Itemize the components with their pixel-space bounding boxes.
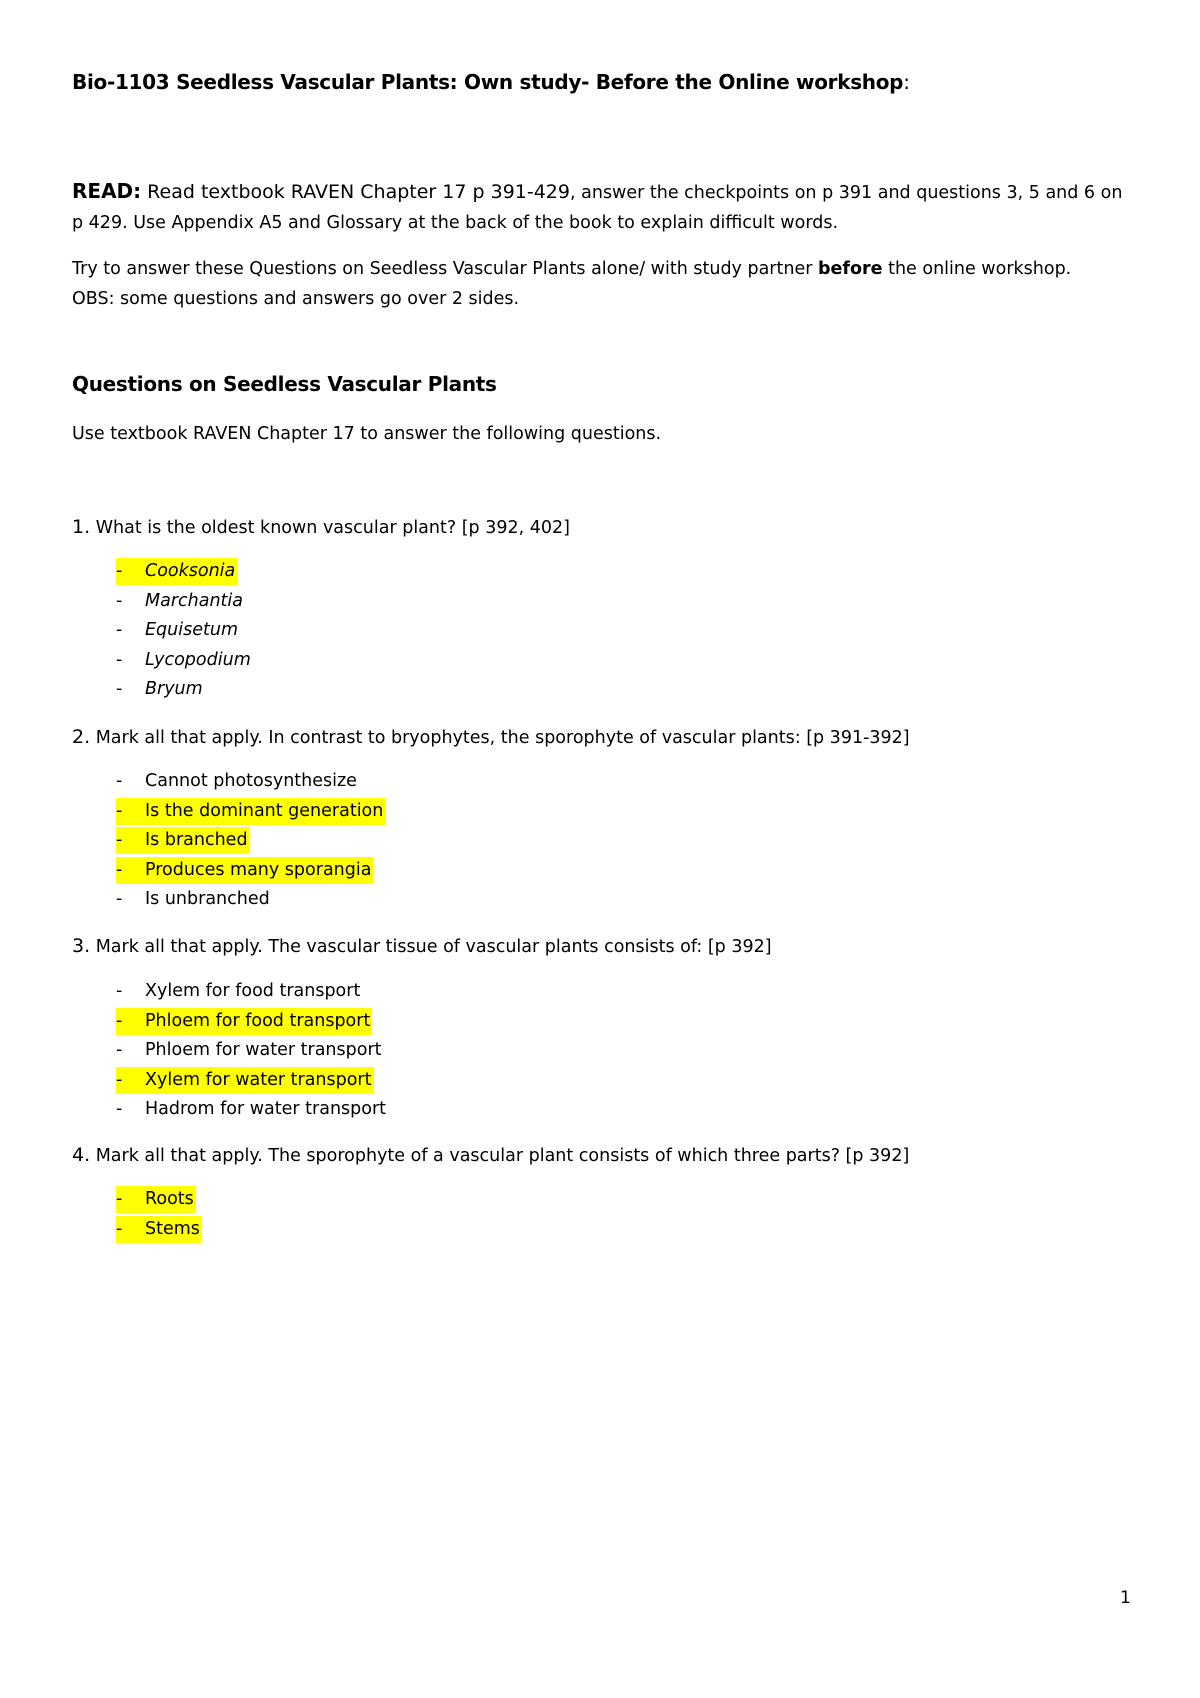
answer-option xyxy=(116,1186,202,1216)
dash-bullet: - xyxy=(116,771,123,791)
option-text: Phloem for water transport xyxy=(145,1040,382,1060)
page-number: 1 xyxy=(1120,1588,1131,1608)
option-text: Lycopodium xyxy=(145,649,251,670)
question-number: 1. xyxy=(72,516,91,538)
document-title xyxy=(72,70,910,94)
dash-bullet: - xyxy=(116,800,123,821)
option-text: Produces many sporangia xyxy=(145,859,372,880)
question-number: 4. xyxy=(72,1144,91,1166)
option-text: Xylem for food transport xyxy=(145,981,361,1001)
read-instructions xyxy=(72,176,1132,238)
answer-option xyxy=(116,1008,388,1038)
answer-option xyxy=(116,768,385,798)
try-instructions-part1: Try to answer these Questions on Seedless Vascular Plants alone/ with study partner xyxy=(72,259,818,279)
answer-option xyxy=(116,1037,388,1067)
question-1-options xyxy=(116,558,253,706)
dash-bullet: - xyxy=(116,859,123,880)
question-3-options xyxy=(116,978,388,1126)
answer-option xyxy=(116,647,253,677)
question-2-options xyxy=(116,768,385,916)
dash-bullet: - xyxy=(116,649,123,670)
dash-bullet: - xyxy=(116,561,123,581)
dash-bullet: - xyxy=(116,1189,123,1209)
question-text: Mark all that apply. The vascular tissue of vascular plants consists of: [p 392] xyxy=(90,937,772,957)
question-number: 3. xyxy=(72,935,91,957)
try-instructions-part2: the online workshop. xyxy=(882,259,1072,279)
answer-option xyxy=(116,1096,388,1126)
dash-bullet: - xyxy=(116,1218,123,1239)
dash-bullet: - xyxy=(116,830,123,850)
answer-option xyxy=(116,617,253,647)
option-text: Is unbranched xyxy=(145,889,270,909)
answer-option xyxy=(116,558,253,588)
option-text: Cooksonia xyxy=(145,561,236,581)
option-text: Equisetum xyxy=(145,620,239,640)
read-instructions-part1: Read textbook RAVEN Chapter 17 p 391-429 xyxy=(141,181,570,203)
option-text: Xylem for water transport xyxy=(145,1069,372,1090)
dash-bullet: - xyxy=(116,1069,123,1090)
answer-option xyxy=(116,676,253,706)
answer-option xyxy=(116,886,385,916)
answer-option xyxy=(116,798,385,828)
option-text: Phloem for food transport xyxy=(145,1010,371,1031)
option-text: Marchantia xyxy=(145,590,243,611)
dash-bullet: - xyxy=(116,1099,123,1119)
option-text: Stems xyxy=(145,1218,200,1239)
answer-option xyxy=(116,1216,202,1246)
question-4-options xyxy=(116,1186,202,1245)
question-text: Mark all that apply. The sporophyte of a vascular plant consists of which three parts? [p 392] xyxy=(90,1146,910,1166)
option-text: Bryum xyxy=(145,679,203,699)
option-text: Is branched xyxy=(145,830,248,850)
section-intro: Use textbook RAVEN Chapter 17 to answer the following questions. xyxy=(72,424,662,444)
document-title-text: Bio-1103 Seedless Vascular Plants: Own study- Before the Online workshop xyxy=(72,70,904,94)
try-instructions-bold: before xyxy=(817,259,883,279)
question-3 xyxy=(72,935,772,957)
option-text: Is the dominant generation xyxy=(145,800,384,821)
document-title-colon: : xyxy=(903,70,910,94)
answer-option xyxy=(116,857,385,887)
dash-bullet: - xyxy=(116,889,123,909)
dash-bullet: - xyxy=(116,1010,123,1031)
question-2 xyxy=(72,726,910,748)
dash-bullet: - xyxy=(116,679,123,699)
question-number: 2. xyxy=(72,726,91,748)
try-instructions xyxy=(72,254,1132,314)
dash-bullet: - xyxy=(116,981,123,1001)
question-4 xyxy=(72,1144,909,1166)
try-instructions-obs: OBS: some questions and answers go over 2 sides. xyxy=(72,289,520,309)
read-label: READ: xyxy=(72,179,142,203)
dash-bullet: - xyxy=(116,590,123,611)
option-text: Cannot photosynthesize xyxy=(145,771,357,791)
section-heading: Questions on Seedless Vascular Plants xyxy=(72,372,497,396)
question-text: What is the oldest known vascular plant? [p 392, 402] xyxy=(90,518,570,538)
answer-option xyxy=(116,1067,388,1097)
question-text: Mark all that apply. In contrast to bryophytes, the sporophyte of vascular plants: [p 391-392] xyxy=(90,728,910,748)
answer-option xyxy=(116,978,388,1008)
read-instructions-part2: , answer the checkpoints on p 391 and questions 3, 5 and 6 on p 429. Use Appendix A5 and Glossary at the back of the book to explain difficult words. xyxy=(72,183,1123,233)
answer-option xyxy=(116,588,253,618)
answer-option xyxy=(116,827,385,857)
option-text: Roots xyxy=(145,1189,194,1209)
option-text: Hadrom for water transport xyxy=(145,1099,387,1119)
dash-bullet: - xyxy=(116,1040,123,1060)
dash-bullet: - xyxy=(116,620,123,640)
question-1 xyxy=(72,516,570,538)
